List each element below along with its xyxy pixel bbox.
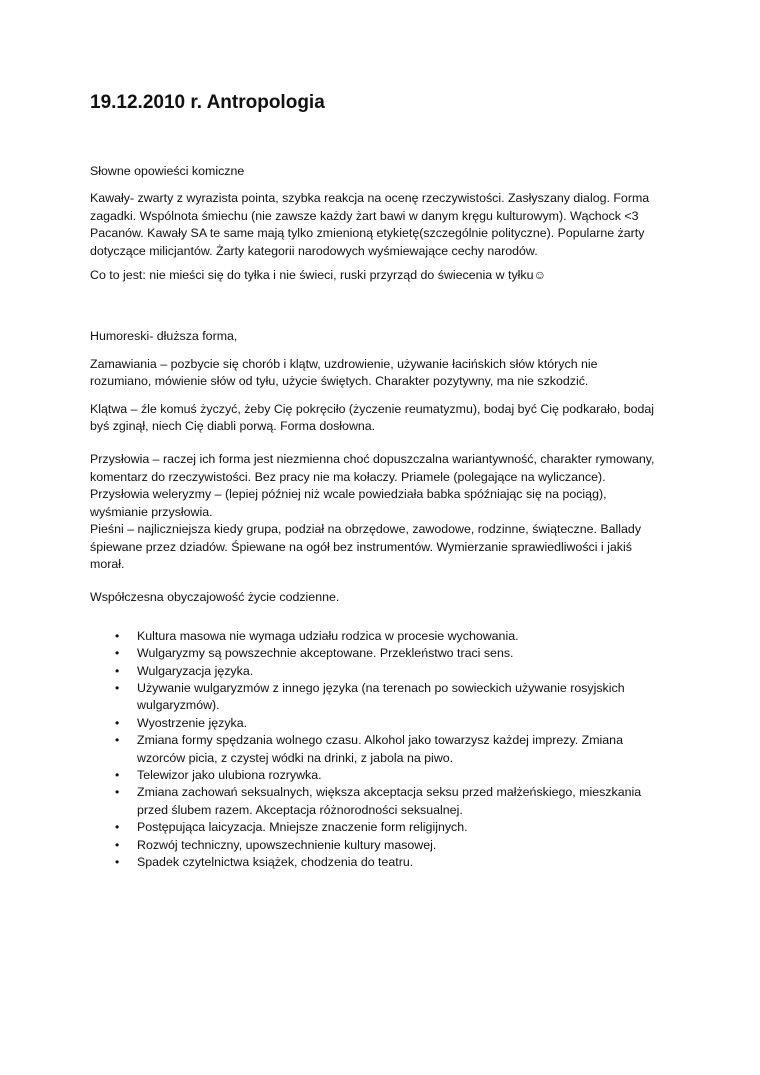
list-item-text: Telewizor jako ulubiona rozrywka. — [137, 767, 322, 782]
list-item-text: Spadek czytelnictwa książek, chodzenia do teatru. — [137, 855, 414, 869]
section-heading-obyczajowosc: Współczesna obyczajowość życie codzienne. — [90, 590, 340, 605]
bullet-icon: • — [115, 820, 120, 835]
paragraph-jokes: Kawały- zwarty z wyrazista pointa, szybka reakcja na ocenę rzeczywistości. Zasłyszany dialog. Forma zagadki. Wspólnota śmiechu (nie zawsze każdy żart bawi w danym kręgu kulturowym). Wąchock <3 Pacanów. Kawały SA te same mają tylko zmienioną etykietę(szczególnie polityczne). Popularne żarty dotyczące milicjantów. Żarty kategorii narodowych wyśmiewające cechy narodów. — [90, 191, 650, 258]
list-item — [90, 784, 658, 819]
paragraph-riddle: Co to jest: nie mieści się do tyłka i nie świeci, ruski przyrząd do świecenia w tyłku☺ — [90, 268, 547, 283]
section-heading-verbal-tales: Słowne opowieści komiczne — [90, 164, 245, 178]
document-body — [90, 163, 658, 871]
page-title: 19.12.2010 r. Antropologia — [90, 92, 325, 113]
list-item — [90, 680, 658, 715]
list-item — [90, 663, 658, 680]
list-item — [90, 819, 658, 836]
bullet-icon: • — [115, 680, 120, 695]
paragraph-humoreski: Humoreski- dłuższa forma, — [90, 329, 238, 344]
list-item-text: Wyostrzenie języka. — [137, 715, 248, 730]
bullet-icon: • — [115, 646, 120, 661]
paragraph-piesni: Pieśni – najliczniejsza kiedy grupa, podział na obrzędowe, zawodowe, rodzinne, świąteczne. Ballady śpiewane przez dziadów. Śpiewane na ogół bez instrumentów. Wymierzanie sprawiedliwości i jakiś morał. — [90, 522, 642, 571]
list-item-text: Wulgaryzacja języka. — [137, 663, 254, 678]
paragraph-zamawiania: Zamawiania – pozbycie się chorób i klątw, uzdrowienie, używanie łacińskich słów których nie rozumiano, mówienie słów od tyłu, użycie świętych. Charakter pozytywny, ma nie szkodzić. — [90, 356, 598, 389]
list-item-text: Zmiana zachowań seksualnych, większa akceptacja seksu przed małżeńskiego, mieszkania przed ślubem razem. Akceptacja różnorodności seksualnej. — [137, 785, 642, 817]
list-item-text: Zmiana formy spędzania wolnego czasu. Alkohol jako towarzysz każdej imprezy. Zmiana wzorców picia, z czystej wódki na drinki, z jabola na piwo. — [137, 733, 623, 765]
bullet-icon: • — [115, 855, 120, 869]
list-item — [90, 767, 658, 784]
bullet-icon: • — [115, 785, 120, 800]
list-item-text: Rozwój techniczny, upowszechnienie kultury masowej. — [137, 837, 437, 852]
paragraph-przyslowia: Przysłowia – raczej ich forma jest niezmienna choć dopuszczalna wariantywność, charakter rymowany, komentarz do rzeczywistości. Bez pracy nie ma kołaczy. Priamele (polegające na wyliczance). — [90, 452, 655, 484]
list-item — [90, 628, 658, 645]
list-item — [90, 837, 658, 854]
bullet-icon: • — [115, 715, 120, 730]
list-item-text: Postępująca laicyzacja. Mniejsze znaczenie form religijnych. — [137, 820, 468, 835]
bullet-icon: • — [115, 837, 120, 852]
bullet-icon: • — [115, 733, 120, 748]
list-item — [90, 732, 658, 767]
list-item — [90, 645, 658, 662]
list-item-text: Kultura masowa nie wymaga udziału rodzica w procesie wychowania. — [137, 628, 519, 643]
list-item — [90, 715, 658, 732]
bullet-icon: • — [115, 767, 120, 782]
bullet-list — [90, 628, 658, 872]
bullet-icon: • — [115, 663, 120, 678]
list-item — [90, 854, 658, 871]
paragraph-klatwa: Klątwa – źle komuś życzyć, żeby Cię pokręciło (życzenie reumatyzmu), bodaj być Cię podkarało, bodaj byś zginął, niech Cię diabli porwą. Forma dosłowna. — [90, 401, 655, 434]
bullet-icon: • — [115, 628, 120, 643]
paragraph-weleryzmy: Przysłowia weleryzmy – (lepiej później niż wcale powiedziała babka spóźniając się na pociąg), wyśmianie przysłowia. — [90, 487, 607, 519]
list-item-text: Wulgaryzmy są powszechnie akceptowane. Przekleństwo traci sens. — [137, 646, 514, 661]
list-item-text: Używanie wulgaryzmów z innego języka (na terenach po sowieckich używanie rosyjskich wulgaryzmów). — [137, 680, 625, 713]
